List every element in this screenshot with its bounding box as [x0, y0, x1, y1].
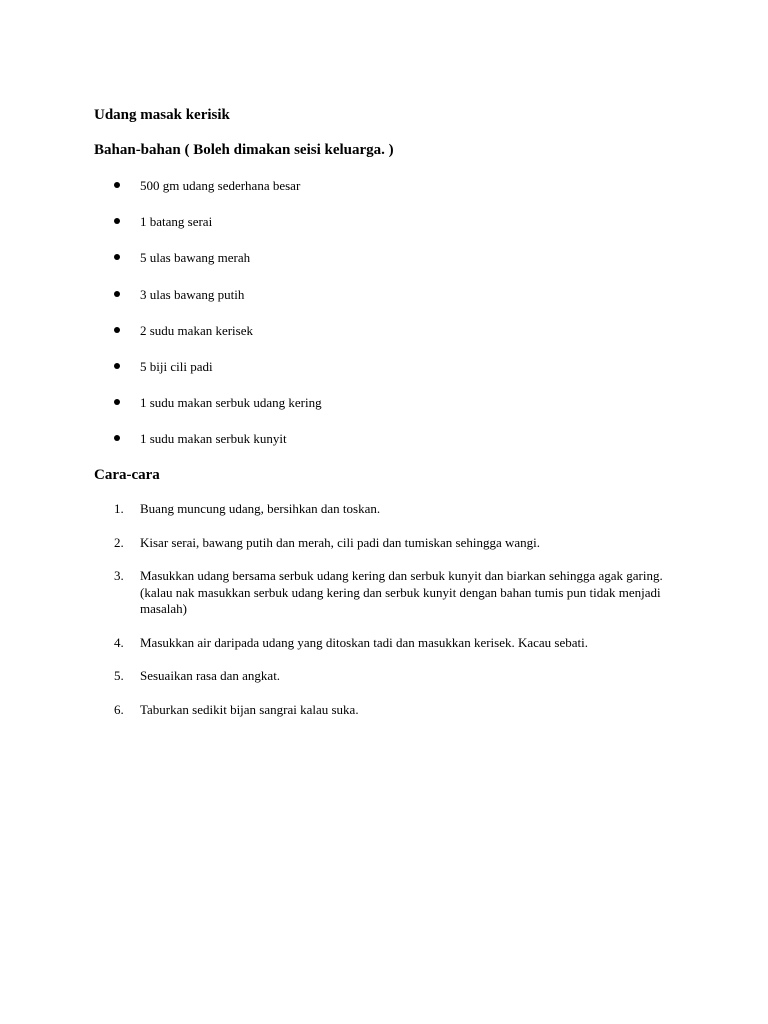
document-page: Udang masak kerisik Bahan-bahan ( Boleh dimakan seisi keluarga. ) 500 gm udang sederhana besar 1 batang serai 5 ulas bawang merah 3 ulas bawang putih 2 sudu makan kerisek 5 biji cili padi 1 sudu makan serbuk udang kering 1 sudu makan serbuk kunyit Cara-cara 1. Buang muncung udang, bersihkan dan toskan. 2. Kisar serai, bawang putih dan merah, cili padi dan tumiskan sehingga wangi. 3. Masukkan udang bersama serbuk udang kering dan serbuk kunyit dan biarkan sehingga agak garing. (kalau nak masukkan serbuk udang kering dan serbuk kunyit dengan bahan tumis pun tidak menjadi masalah) 4. Masukkan air daripada udang yang ditoskan tadi dan masukkan kerisek. Kacau sebati. 5. Sesuaikan rasa dan angkat. 6. Taburkan sedikit bijan sangrai kalau suka. [0, 0, 768, 1024]
step-number: 2. [114, 534, 124, 550]
recipe-title: Udang masak kerisik [94, 107, 230, 123]
step-text: Masukkan udang bersama serbuk udang kering dan serbuk kunyit dan biarkan sehingga agak garing. (kalau nak masukkan serbuk udang kering dan serbuk kunyit dengan bahan tumis pun tidak menjadi masalah) [140, 568, 663, 616]
bullet-icon [114, 363, 120, 369]
ingredients-heading: Bahan-bahan ( Boleh dimakan seisi keluarga. ) [94, 142, 394, 158]
step-item [94, 535, 694, 552]
step-item [94, 635, 694, 652]
step-item [94, 501, 694, 518]
step-item [94, 568, 694, 618]
bullet-icon [114, 327, 120, 333]
bullet-icon [114, 435, 120, 441]
step-text: Buang muncung udang, bersihkan dan toskan. [140, 501, 381, 516]
bullet-icon [114, 218, 120, 224]
step-item [94, 668, 694, 685]
step-number: 3. [114, 568, 124, 583]
step-text: Kisar serai, bawang putih dan merah, cili padi dan tumiskan sehingga wangi. [140, 534, 541, 550]
step-number: 1. [114, 501, 124, 516]
step-text: Taburkan sedikit bijan sangrai kalau suka. [140, 701, 359, 717]
bullet-icon [114, 399, 120, 405]
steps-list [94, 501, 694, 735]
method-heading: Cara-cara [94, 467, 160, 483]
bullet-icon [114, 182, 120, 188]
bullet-icon [114, 291, 120, 297]
step-number: 6. [114, 701, 124, 717]
bullet-icon [114, 254, 120, 260]
step-text: Sesuaikan rasa dan angkat. [140, 668, 281, 683]
step-number: 5. [114, 668, 124, 683]
step-item [94, 702, 694, 719]
step-text: Masukkan air daripada udang yang ditoskan tadi dan masukkan kerisek. Kacau sebati. [140, 634, 588, 650]
step-number: 4. [114, 634, 124, 650]
